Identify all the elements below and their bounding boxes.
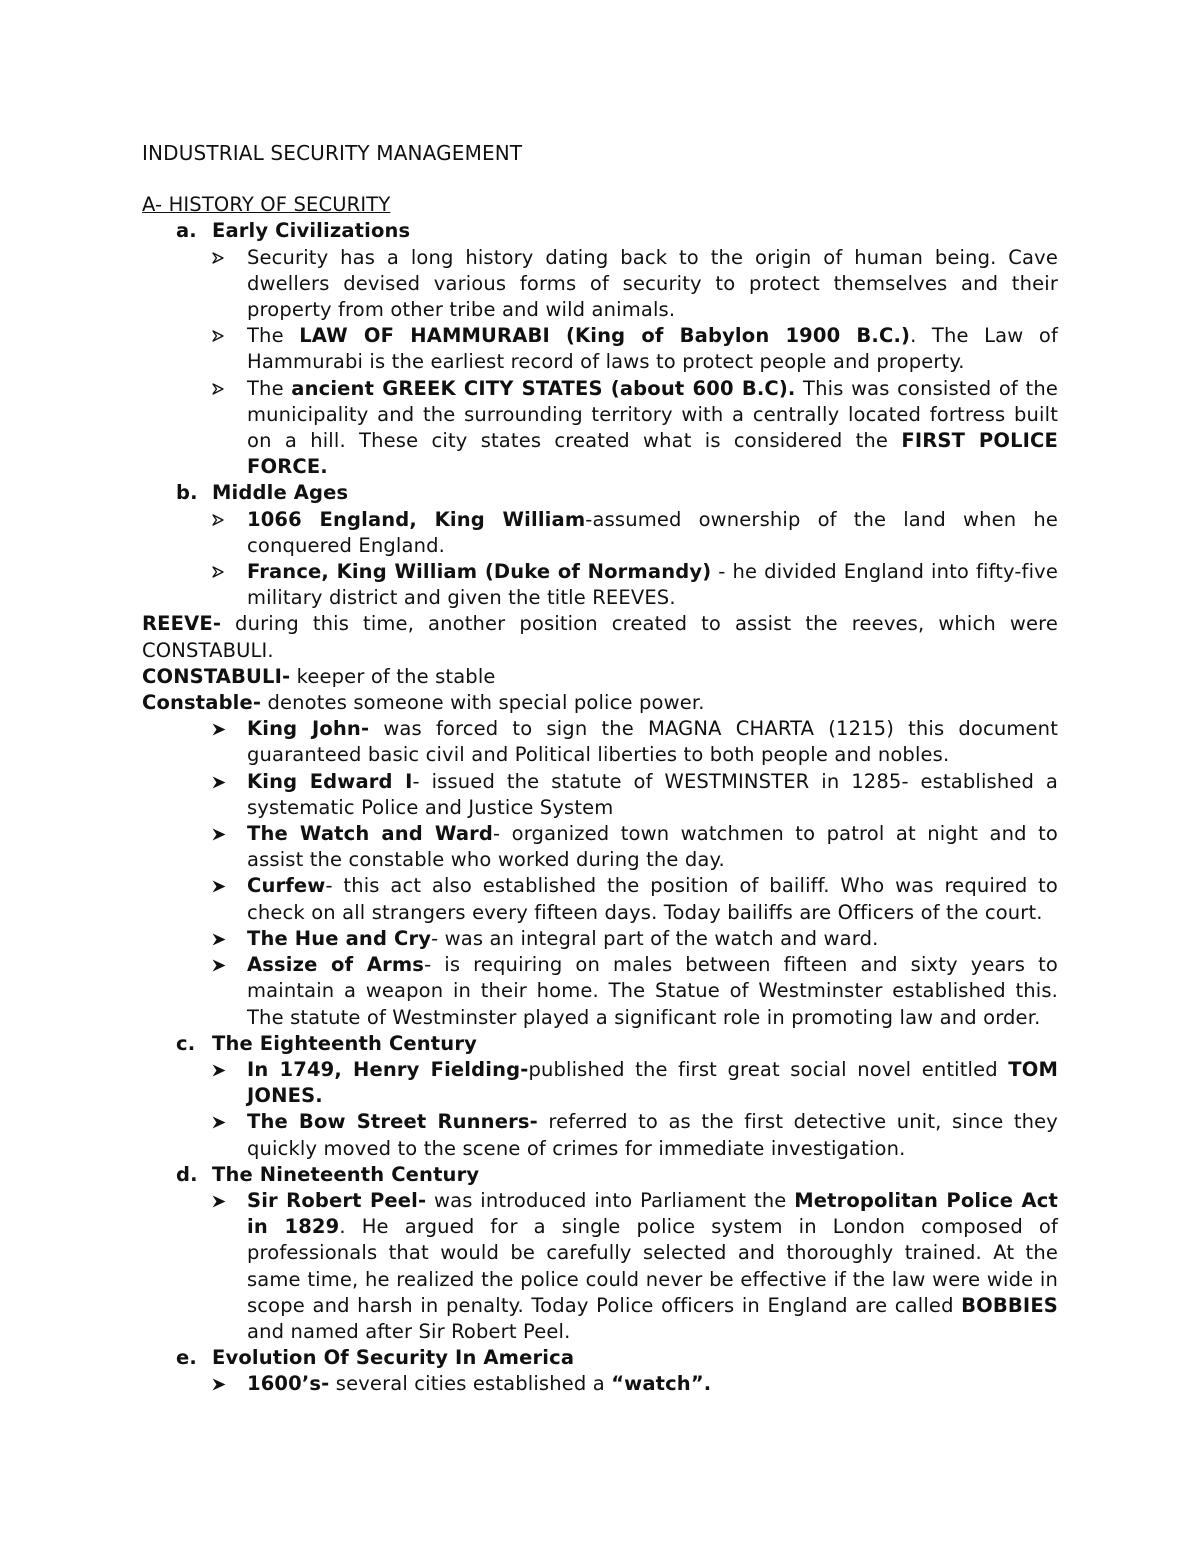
list-item: King Edward I- issued the statute of WESTMINSTER in 1285- established a systematic Police and Justice System	[142, 769, 1058, 821]
outline-arrowhead-icon	[212, 323, 230, 342]
solid-arrowhead-icon	[212, 952, 230, 972]
subheading-letter: a.	[176, 219, 197, 243]
subheading-label: Early Civilizations	[212, 219, 411, 243]
outline-arrowhead-icon	[212, 376, 230, 395]
subheading-letter: c.	[176, 1031, 196, 1055]
subheading-letter: d.	[176, 1162, 198, 1186]
subheading-early-civilizations	[142, 218, 1058, 244]
subheading-evolution-america	[142, 1345, 1058, 1371]
definition-reeve: REEVE- during this time, another position created to assist the reeves, which were CONSTABULI.	[142, 612, 1058, 662]
solid-arrowhead-icon	[212, 926, 230, 946]
solid-arrowhead-icon	[212, 821, 230, 841]
solid-arrowhead-icon	[212, 1109, 230, 1129]
outline-arrowhead-icon	[212, 559, 230, 578]
document-page	[142, 140, 1058, 1398]
solid-arrowhead-icon	[212, 1057, 230, 1077]
list-item: The ancient GREEK CITY STATES (about 600 B.C). This was consisted of the municipality and the surrounding territory with a centrally located fortress built on a hill. These city states created what is considered the FIRST POLICE FORCE.	[142, 376, 1058, 481]
list-item: France, King William (Duke of Normandy) - he divided England into fifty-five military district and given the title REEVES.	[142, 559, 1058, 611]
outline-arrowhead-icon	[212, 245, 230, 264]
outline-arrowhead-icon	[212, 507, 230, 526]
solid-arrowhead-icon	[212, 873, 230, 893]
section-heading-history: A- HISTORY OF SECURITY	[142, 193, 391, 217]
subheading-eighteenth-century	[142, 1031, 1058, 1057]
solid-arrowhead-icon	[212, 716, 230, 736]
list-item: King John- was forced to sign the MAGNA CHARTA (1215) this document guaranteed basic civil and Political liberties to both people and nobles.	[142, 716, 1058, 768]
subheading-nineteenth-century	[142, 1162, 1058, 1188]
list-item: 1066 England, King William-assumed ownership of the land when he conquered England.	[142, 507, 1058, 559]
subheading-label: The Nineteenth Century	[212, 1162, 480, 1186]
list-item: The Watch and Ward- organized town watchmen to patrol at night and to assist the constable who worked during the day.	[142, 821, 1058, 873]
list-item: Curfew- this act also established the position of bailiff. Who was required to check on all strangers every fifteen days. Today bailiffs are Officers of the court.	[142, 873, 1058, 925]
subheading-label: Middle Ages	[212, 481, 349, 505]
subheading-letter: b.	[176, 481, 198, 505]
list-item: The Hue and Cry- was an integral part of the watch and ward.	[142, 926, 1058, 952]
list-item: Sir Robert Peel- was introduced into Parliament the Metropolitan Police Act in 1829. He argued for a single police system in London composed of professionals that would be carefully selected and thoroughly trained. At the same time, he realized the police could never be effective if the law were wide in scope and harsh in penalty. Today Police officers in England are called BOBBIES and named after Sir Robert Peel.	[142, 1188, 1058, 1345]
document-title: INDUSTRIAL SECURITY MANAGEMENT	[142, 141, 523, 165]
list-item: The LAW OF HAMMURABI (King of Babylon 1900 B.C.). The Law of Hammurabi is the earliest record of laws to protect people and property.	[142, 323, 1058, 375]
definition-constabuli: CONSTABULI- keeper of the stable	[142, 664, 496, 688]
subheading-label: Evolution Of Security In America	[212, 1346, 575, 1370]
definition-constable: Constable- denotes someone with special police power.	[142, 691, 705, 715]
subheading-label: The Eighteenth Century	[212, 1031, 477, 1055]
subheading-middle-ages	[142, 480, 1058, 506]
list-item: Assize of Arms- is requiring on males between fifteen and sixty years to maintain a weapon in their home. The Statue of Westminster established this. The statute of Westminster played a significant role in promoting law and order.	[142, 952, 1058, 1031]
list-item: In 1749, Henry Fielding-published the first great social novel entitled TOM JONES.	[142, 1057, 1058, 1109]
solid-arrowhead-icon	[212, 1371, 230, 1391]
subheading-letter: e.	[176, 1346, 197, 1370]
list-item: 1600’s- several cities established a “watch”.	[142, 1371, 1058, 1397]
list-item: Security has a long history dating back to the origin of human being. Cave dwellers devised various forms of security to protect themselves and their property from other tribe and wild animals.	[142, 245, 1058, 324]
solid-arrowhead-icon	[212, 769, 230, 789]
solid-arrowhead-icon	[212, 1188, 230, 1208]
list-item: The Bow Street Runners- referred to as the first detective unit, since they quickly moved to the scene of crimes for immediate investigation.	[142, 1109, 1058, 1161]
